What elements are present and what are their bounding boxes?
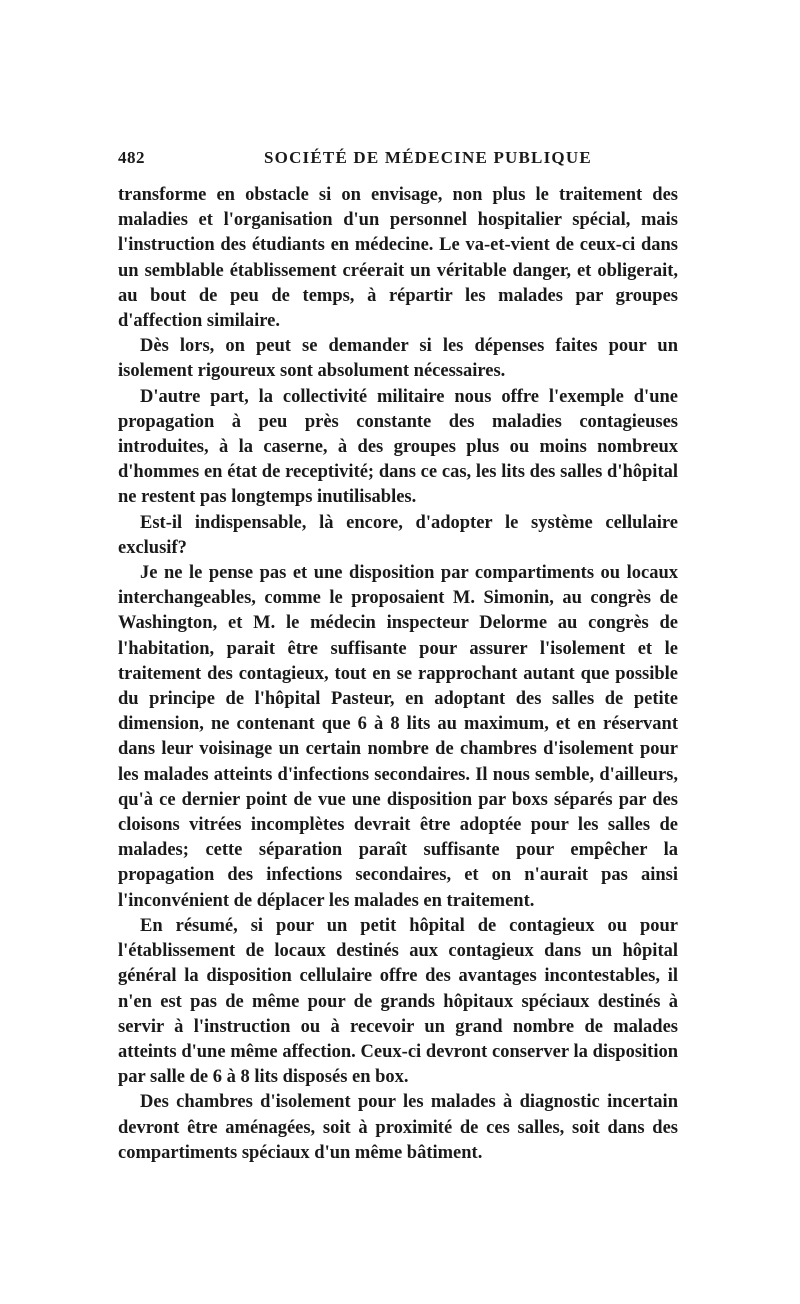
paragraph-isolement-question: Dès lors, on peut se demander si les dépenses faites pour un isolement rigoureux sont absolument nécessaires.	[118, 336, 678, 382]
paragraph-systeme-cellulaire: Est-il indispensable, là encore, d'adopter le système cellulaire exclusif?	[118, 512, 678, 558]
paragraph-chambres-isolement: Des chambres d'isolement pour les malades à diagnostic incertain devront être aménagées, soit à proximité de ces salles, soit dans des compartiments spéciaux d'un même bâtiment.	[118, 1092, 678, 1163]
running-head	[118, 148, 678, 174]
page-number: 482	[118, 148, 145, 167]
paragraph-compartiments: Je ne le pense pas et une disposition par compartiments ou locaux interchangeables, comme le proposaient M. Simonin, au congrès de Washington, et M. le médecin inspecteur Delorme au congrès de l'habitation, parait être suffisante pour assurer l'isolement et le traitement des contagieux, tout en se rapprochant autant que possible du principe de l'hôpital Pasteur, en adoptant des salles de petite dimension, ne contenant que 6 à 8 lits au maximum, et en réservant dans leur voisinage un certain nombre de chambres d'isolement pour les malades atteints d'infections secondaires. Il nous semble, d'ailleurs, qu'à ce dernier point de vue une disposition par boxs séparés par des cloisons vitrées incomplètes devrait être adoptée pour les salles de malades; cette séparation paraît suffisante pour empêcher la propagation des infections secondaires, et on n'aurait pas ainsi l'inconvénient de déplacer les malades en traitement.	[118, 563, 678, 911]
running-title: SOCIÉTÉ DE MÉDECINE PUBLIQUE	[264, 148, 592, 167]
body-text	[118, 183, 678, 1166]
paragraph-collectivite-militaire: D'autre part, la collectivité militaire nous offre l'exemple d'une propagation à peu près constante des maladies contagieuses introduites, à la caserne, à des groupes plus ou moins nombreux d'hommes en état de receptivité; dans ce cas, les lits des salles d'hôpital ne restent pas longtemps inutilisables.	[118, 386, 678, 508]
paragraph-resume: En résumé, si pour un petit hôpital de contagieux ou pour l'établissement de locaux destinés aux contagieux dans un hôpital général la disposition cellulaire offre des avantages incontestables, il n'en est pas de même pour de grands hôpitaux spéciaux destinés à servir à l'instruction ou à recevoir un grand nombre de malades atteints d'une même affection. Ceux-ci devront conserver la disposition par salle de 6 à 8 lits disposés en box.	[118, 915, 678, 1088]
paragraph-continuation: transforme en obstacle si on envisage, non plus le traitement des maladies et l'organisation d'un personnel hospitalier spécial, mais l'instruction des étudiants en médecine. Le va-et-vient de ceux-ci dans un semblable établissement créerait un véritable danger, et obligerait, au bout de peu de temps, à répartir les malades par groupes d'affection similaire.	[118, 185, 678, 332]
